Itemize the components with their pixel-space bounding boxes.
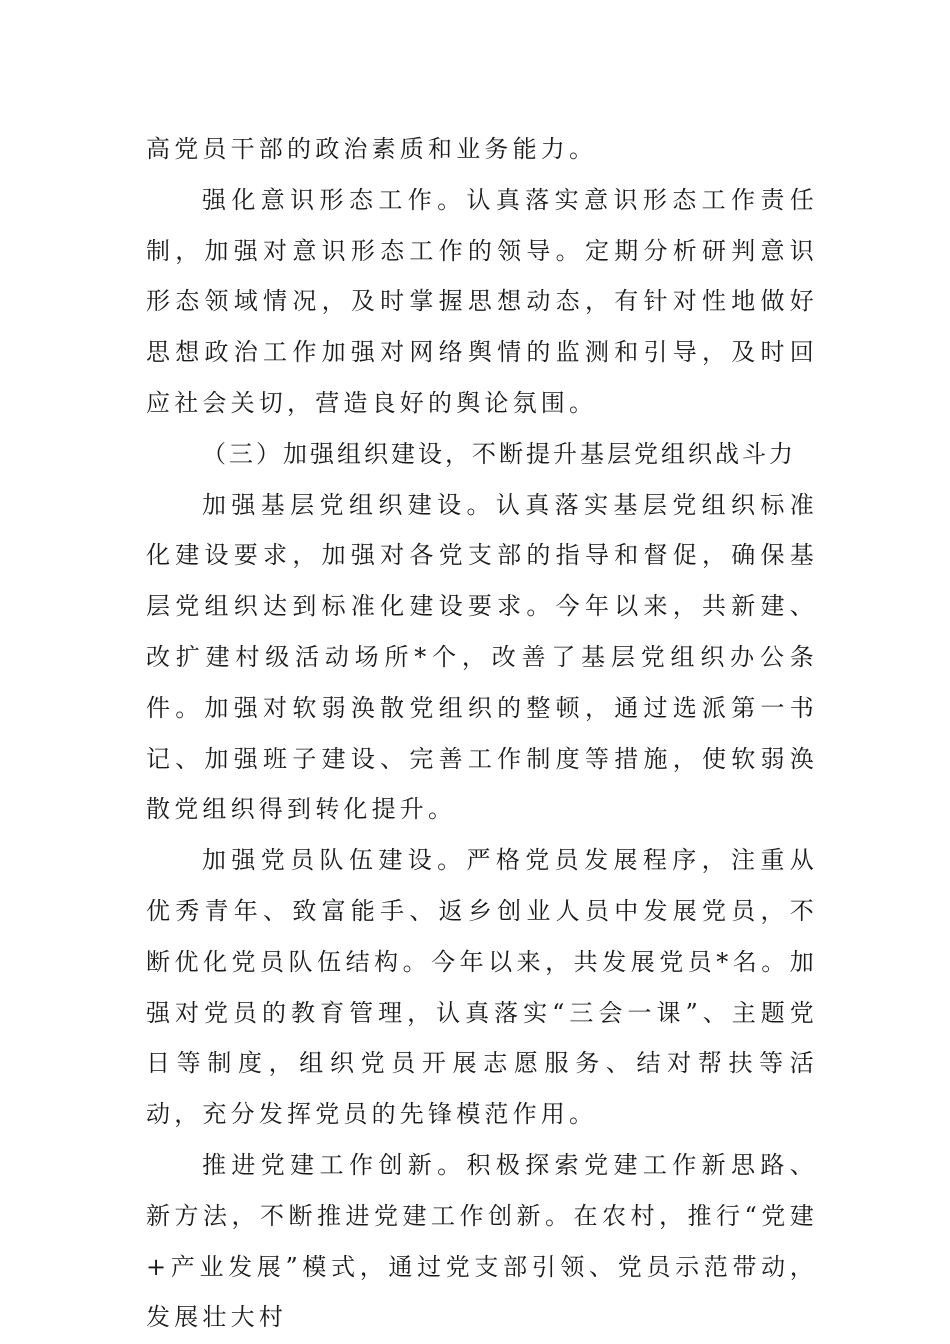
- document-body: [146, 124, 818, 1343]
- paragraph-party-member-team: 加强党员队伍建设。严格党员发展程序，注重从优秀青年、致富能手、返乡创业人员中发展党员，不断优化党员队伍结构。今年以来，共发展党员*名。加强对党员的教育管理，认真落实“三会一课”、主题党日等制度，组织党员开展志愿服务、结对帮扶等活动，充分发挥党员的先锋模范作用。: [146, 846, 818, 1129]
- paragraph-grassroots-organization: 加强基层党组织建设。认真落实基层党组织标准化建设要求，加强对各党支部的指导和督促，确保基层党组织达到标准化建设要求。今年以来，共新建、改扩建村级活动场所*个，改善了基层党组织办公条件。加强对软弱涣散党组织的整顿，通过选派第一书记、加强班子建设、完善工作制度等措施，使软弱涣散党组织得到转化提升。: [146, 490, 818, 824]
- paragraph-ideology-work: 强化意识形态工作。认真落实意识形态工作责任制，加强对意识形态工作的领导。定期分析研判意识形态领域情况，及时掌握思想动态，有针对性地做好思想政治工作加强对网络舆情的监测和引导，及时回应社会关切，营造良好的舆论氛围。: [146, 185, 818, 417]
- paragraph-party-work-innovation: 推进党建工作创新。积极探索党建工作新思路、新方法，不断推进党建工作创新。在农村，推行“党建+产业发展”模式，通过党支部引领、党员示范带动，发展壮大村: [146, 1150, 818, 1332]
- paragraph-continuation: 高党员干部的政治素质和业务能力。: [146, 135, 598, 163]
- section-heading-organization: （三）加强组织建设，不断提升基层党组织战斗力: [202, 439, 796, 468]
